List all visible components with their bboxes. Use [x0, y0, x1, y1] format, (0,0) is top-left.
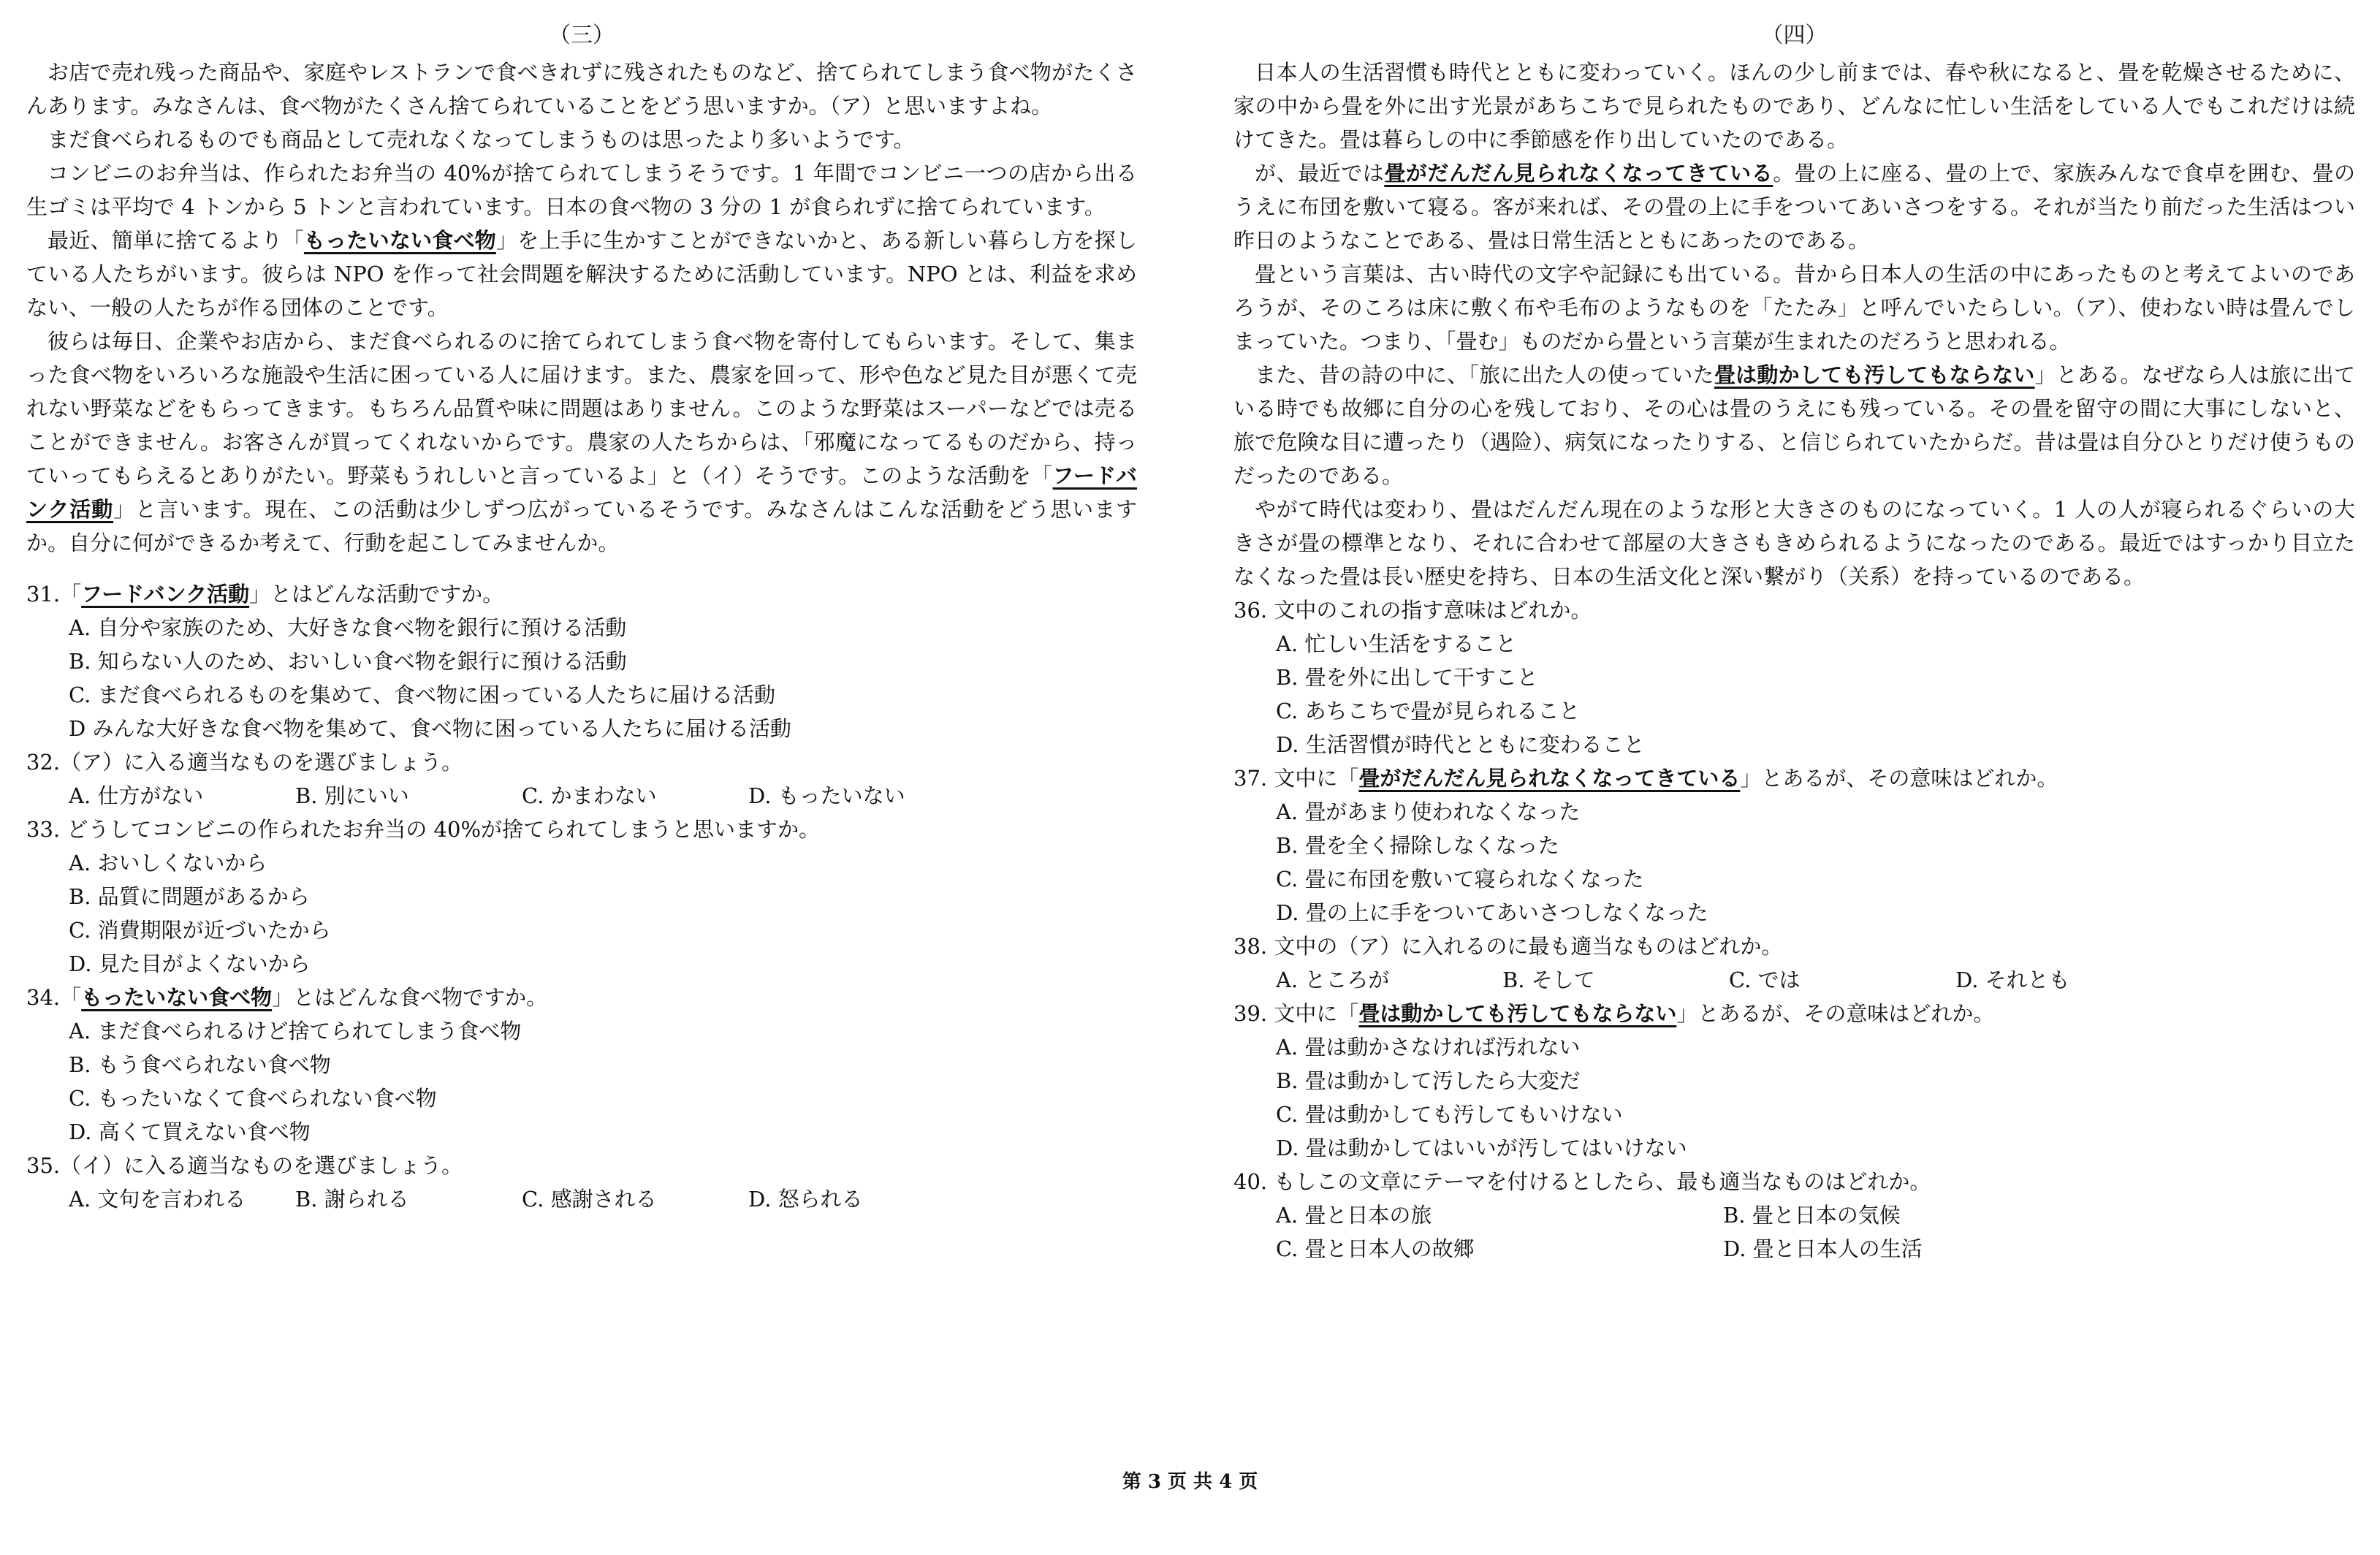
answer-option: C. 畳と日本人の故郷: [1276, 1236, 1475, 1261]
option-row: [1276, 963, 2355, 997]
question-stem: [1233, 997, 2355, 1030]
text-run: 38. 文中の（ア）に入れるのに最も適当なものはどれか。: [1233, 934, 1783, 959]
text-run: 」とはどんな食べ物ですか。: [272, 985, 548, 1010]
option-row: [69, 779, 1137, 813]
answer-option: D. 畳と日本人の生活: [1723, 1236, 1923, 1261]
text-run: 」とある。なぜなら人は旅に出ている時でも故郷に自分の心を残しており、その心は畳のうえにも残っている。その畳を留守の間に大事にしないと、旅で危険な目に遭ったり（遇险）、病気になったりする、と信じられていたからだ。昔は畳は自分ひとりだけ使うものだったのである。: [1233, 362, 2355, 488]
underlined-phrase: もったいない食べ物: [81, 985, 273, 1010]
answer-option: C. では: [1729, 967, 1801, 992]
answer-option: D. 高くて買えない食べ物: [69, 1119, 311, 1144]
page-footer: 第 3 页 共 4 页: [1122, 1471, 1258, 1493]
question-stem: [1233, 761, 2355, 795]
text-run: 33. どうしてコンビニの作られたお弁当の 40%が捨てられてしまうと思いますか。: [26, 817, 821, 842]
answer-option: B. 畳と日本の気候: [1723, 1203, 1901, 1228]
question-block: [26, 577, 1137, 745]
option-row: [1276, 1232, 2355, 1266]
question-list: [1233, 593, 2355, 1266]
answer-option: A. 畳と日本の旅: [1276, 1203, 1432, 1228]
answer-option: B. 謝られる: [295, 1187, 409, 1212]
answer-option: A. まだ食べられるけど捨てられてしまう食べ物: [69, 1019, 522, 1043]
answer-option: D. 怒られる: [748, 1187, 863, 1212]
question-stem: [1233, 593, 2355, 627]
answer-option: B. 知らない人のため、おいしい食べ物を銀行に預ける活動: [69, 649, 627, 674]
text-run: 彼らは毎日、企業やお店から、まだ食べられるのに捨てられてしまう食べ物を寄付してもらいます。そして、集まった食べ物をいろいろな施設や生活に困っている人に届けます。また、農家を回って、形や色など見た目が悪くて売れない野菜などをもらってきます。もちろん品質や味に問題はありません。このような野菜はスーパーなどでは売ることができません。お客さんが買ってくれないからです。農家の人たちからは、「邪魔になってるものだから、持っていってもらえるとありがたい。野菜もうれしいと言っているよ」と（イ）そうです。このような活動を「: [26, 329, 1137, 488]
answer-option: C. 畳は動かしても汚してもいけない: [1276, 1102, 1623, 1127]
paragraph: まだ食べられるものでも商品として売れなくなってしまうものは思ったより多いようです。: [47, 127, 915, 152]
answer-option: D. 生活習慣が時代とともに変わること: [1276, 732, 1645, 757]
text-run: 。畳の上に座る、畳の上で、家族みんなで食卓を囲む、畳のうえに布団を敷いて寝る。客が来れば、その畳の上に手をついてあいさつをする。それが当たり前だった生活はつい昨日のようなことである、畳は日常生活とともにあったのである。: [1233, 161, 2355, 253]
question-stem: [26, 577, 1137, 611]
question-stem: [26, 745, 1137, 779]
section-title: （四）: [1761, 23, 1828, 48]
answer-option: B. もう食べられない食べ物: [69, 1052, 331, 1077]
question-block: [26, 745, 1137, 813]
answer-option: D みんな大好きな食べ物を集めて、食べ物に困っている人たちに届ける活動: [69, 716, 791, 741]
text-run: 34.「: [26, 985, 82, 1010]
underlined-phrase: 畳は動かしても汚してもならない: [1358, 1001, 1677, 1026]
question-block: [1233, 997, 2355, 1165]
text-run: 37. 文中に「: [1233, 766, 1359, 791]
right-column: [1233, 19, 2355, 1266]
passage: [1233, 56, 2355, 593]
paragraph: [26, 224, 1137, 324]
answer-option: D. 畳は動かしてはいいが汚してはいけない: [1276, 1136, 1687, 1160]
text-run: 」とはどんな活動ですか。: [249, 582, 504, 607]
answer-option: D. 畳の上に手をついてあいさつしなくなった: [1276, 900, 1708, 925]
text-run: 36. 文中のこれの指す意味はどれか。: [1233, 598, 1592, 623]
answer-option: C. かまわない: [522, 783, 657, 808]
answer-option: A. おいしくないから: [69, 851, 267, 875]
paragraph: [26, 324, 1137, 560]
question-stem: [1233, 929, 2355, 963]
text-run: 40. もしこの文章にテーマを付けるとしたら、最も適当なものはどれか。: [1233, 1169, 1931, 1194]
answer-option: C. 消費期限が近づいたから: [69, 918, 331, 943]
underlined-phrase: 畳は動かしても汚してもならない: [1714, 362, 2035, 387]
text-run: 」とあるが、その意味はどれか。: [1676, 1001, 1995, 1026]
question-stem: [1233, 1165, 2355, 1198]
answer-option: B. 畳を全く掃除しなくなった: [1276, 833, 1559, 858]
answer-option: B. 品質に問題があるから: [69, 884, 310, 909]
answer-option: A. ところが: [1276, 967, 1390, 992]
answer-option: C. 畳に布団を敷いて寝られなくなった: [1276, 867, 1644, 891]
paragraph: お店で売れ残った商品や、家庭やレストランで食べきれずに残されたものなど、捨てられてしまう食べ物がたくさんあります。みなさんは、食べ物がたくさん捨てられていることをどう思いますか。（ア）と思いますよね。: [26, 60, 1137, 118]
text-run: 」を上手に生かすことができないかと、ある新しい暮らし方を探している人たちがいます。彼らは NPO を作って社会問題を解決するために活動しています。NPO とは、利益を求めない、一般の人たちが作る団体のことです。: [26, 228, 1137, 320]
answer-option: A. 畳は動かさなければ汚れない: [1276, 1035, 1581, 1060]
underlined-phrase: フードバンク活動: [81, 582, 250, 607]
question-block: [26, 1149, 1137, 1216]
underlined-phrase: フードバンク活動: [26, 463, 1137, 522]
section-title: （三）: [549, 23, 615, 48]
paragraph: 畳という言葉は、古い時代の文字や記録にも出ている。昔から日本人の生活の中にあったものと考えてよいのであろうが、そのころは床に敷く布や毛布のようなものを「たたみ」と呼んでいたらしい。（ア）、使わない時は畳んでしまっていた。つまり、「畳む」ものだから畳という言葉が生まれたのだろうと思われる。: [1233, 262, 2355, 354]
text-run: 最近、簡単に捨てるより「: [47, 228, 304, 253]
question-block: [1233, 761, 2355, 929]
paragraph: [1233, 358, 2355, 493]
question-block: [1233, 593, 2355, 761]
answer-option: D. 見た目がよくないから: [69, 951, 311, 976]
question-block: [26, 813, 1137, 981]
option-row: [1276, 1198, 2355, 1232]
question-stem: [26, 981, 1137, 1014]
answer-option: B. 別にいい: [295, 783, 409, 808]
answer-option: C. もったいなくて食べられない食べ物: [69, 1086, 437, 1111]
question-block: [26, 981, 1137, 1149]
answer-option: A. 自分や家族のため、大好きな食べ物を銀行に預ける活動: [69, 615, 627, 640]
underlined-phrase: もったいない食べ物: [303, 228, 497, 253]
underlined-phrase: 畳がだんだん見られなくなってきている: [1358, 766, 1741, 791]
answer-option: A. 文句を言われる: [69, 1187, 246, 1212]
left-column: [26, 19, 1137, 1216]
text-run: 」と言います。現在、この活動は少しずつ広がっているそうです。みなさんはこんな活動をどう思いますか。自分に何ができるか考えて、行動を起こしてみませんか。: [26, 497, 1137, 555]
question-stem: [26, 813, 1137, 846]
answer-option: D. もったいない: [748, 783, 905, 808]
paragraph: [1233, 156, 2355, 257]
answer-option: B. 畳を外に出して干すこと: [1276, 665, 1538, 690]
answer-option: B. そして: [1502, 967, 1595, 992]
answer-option: A. 仕方がない: [69, 783, 204, 808]
passage: [26, 56, 1137, 560]
text-run: 35.（イ）に入る適当なものを選びましょう。: [26, 1153, 463, 1178]
question-list: [26, 577, 1137, 1216]
text-run: が、最近では: [1255, 161, 1385, 186]
text-run: 31.「: [26, 582, 82, 607]
question-block: [1233, 1165, 2355, 1266]
answer-option: B. 畳は動かして汚したら大変だ: [1276, 1068, 1581, 1093]
answer-option: D. それとも: [1955, 967, 2070, 992]
answer-option: C. 感謝される: [522, 1187, 657, 1212]
answer-option: C. まだ食べられるものを集めて、食べ物に困っている人たちに届ける活動: [69, 683, 776, 707]
answer-option: A. 忙しい生活をすること: [1276, 631, 1517, 656]
text-run: 」とあるが、その意味はどれか。: [1740, 766, 2058, 791]
underlined-phrase: 畳がだんだん見られなくなってきている: [1384, 161, 1773, 186]
answer-option: A. 畳があまり使われなくなった: [1276, 799, 1581, 824]
paragraph: コンビニのお弁当は、作られたお弁当の 40%が捨てられてしまうそうです。1 年間でコンビニ一つの店から出る生ゴミは平均で 4 トンから 5 トンと言われています。日本の食べ物の 3 分の 1 が食られずに捨てられています。: [26, 161, 1137, 219]
paragraph: 日本人の生活習慣も時代とともに変わっていく。ほんの少し前までは、春や秋になると、畳を乾燥させるために、家の中から畳を外に出す光景があちこちで見られたものであり、どんなに忙しい生活をしている人でもこれだけは続けてきた。畳は暮らしの中に季節感を作り出していたのである。: [1233, 60, 2355, 152]
option-row: [69, 1182, 1137, 1216]
text-run: 39. 文中に「: [1233, 1001, 1359, 1026]
answer-option: C. あちこちで畳が見られること: [1276, 699, 1581, 723]
question-block: [1233, 929, 2355, 997]
text-run: また、昔の詩の中に、「旅に出た人の使っていた: [1255, 362, 1714, 387]
paragraph: やがて時代は変わり、畳はだんだん現在のような形と大きさのものになっていく。1 人の人が寝られるぐらいの大きさが畳の標準となり、それに合わせて部屋の大きさもきめられるようになったのである。最近ではすっかり目立たなくなった畳は長い歴史を持ち、日本の生活文化と深い繋がり（关系）を持っているのである。: [1233, 497, 2355, 589]
question-stem: [26, 1149, 1137, 1182]
text-run: 32.（ア）に入る適当なものを選びましょう。: [26, 750, 463, 775]
